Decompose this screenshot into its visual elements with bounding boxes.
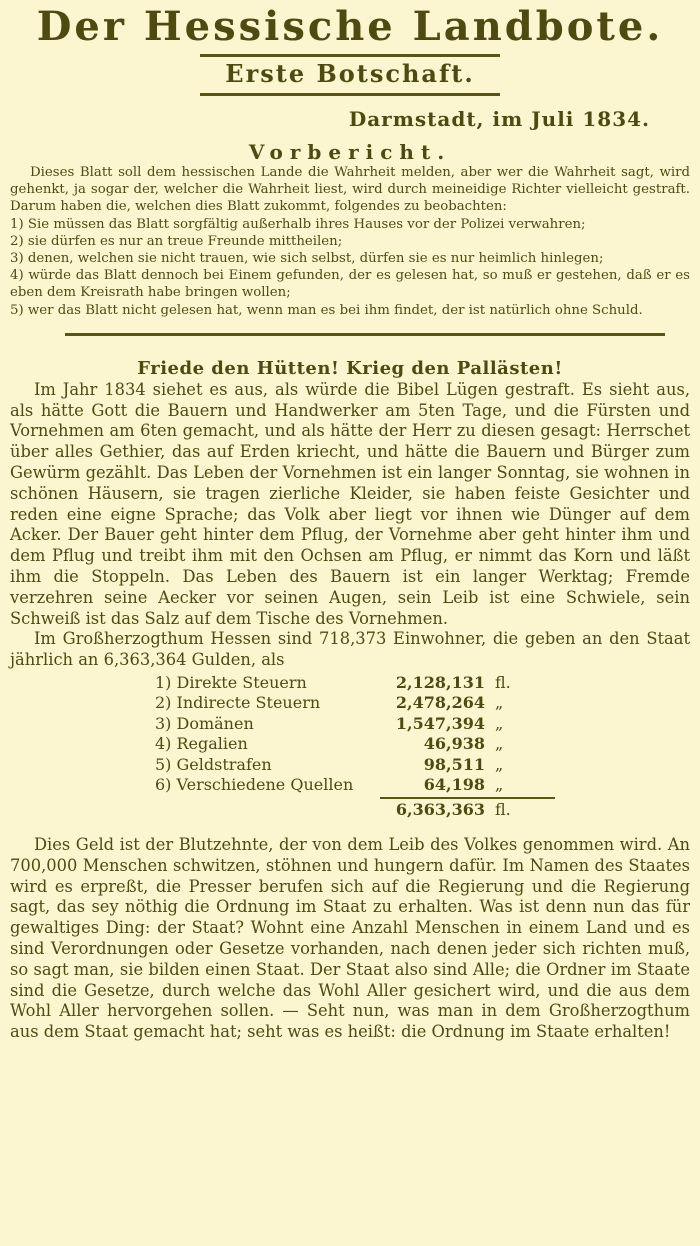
- tax-row: [155, 673, 555, 694]
- vorbericht-item: 1) Sie müssen das Blatt sorgfältig außerhalb ihres Hauses vor der Polizei verwahren;: [10, 216, 586, 232]
- tax-value: 64,198: [423, 775, 485, 795]
- tax-table: [155, 673, 555, 821]
- paragraph-2: Im Großherzogthum Hessen sind 718,373 Einwohner, die geben an den Staat jährlich an 6,363,364 Gulden, als: [10, 629, 690, 670]
- tax-total-unit: fl.: [495, 799, 511, 819]
- tax-total-row: [155, 799, 555, 821]
- tax-name: 3) Domänen: [155, 713, 254, 733]
- tax-total-value: 6,363,363: [395, 799, 485, 819]
- vorbericht-intro: Dieses Blatt soll dem hessischen Lande die Wahrheit melden, aber wer die Wahrheit sagt, wird gehenkt, ja sogar der, welcher die Wahrheit liest, wird durch meineidige Richter vielleicht gestraft. Darum haben die, welchen dies Blatt zukommt, folgendes zu beobachten:: [10, 165, 690, 215]
- tax-value: 1,547,394: [395, 713, 485, 733]
- tax-unit: „: [495, 734, 504, 754]
- vorbericht-item: 5) wer das Blatt nicht gelesen hat, wenn man es bei ihm findet, der ist natürlich ohne Schuld.: [10, 302, 643, 318]
- tax-name: 5) Geldstrafen: [155, 754, 272, 774]
- motto-heading: Friede den Hütten! Krieg den Pallästen!: [137, 357, 563, 379]
- tax-row: [155, 755, 555, 776]
- tax-row: [155, 775, 555, 796]
- vorbericht-item: 4) würde das Blatt dennoch bei Einem gefunden, der es gelesen hat, so muß er gestehen, daß er es eben dem Kreisrath habe bringen wollen;: [10, 268, 690, 301]
- tax-unit: „: [495, 693, 504, 713]
- subtitle: Erste Botschaft.: [225, 59, 475, 88]
- article-body-continued: [10, 835, 690, 1043]
- tax-unit: „: [495, 754, 504, 774]
- article-body: [10, 380, 690, 671]
- dateline: Darmstadt, im Juli 1834.: [348, 107, 650, 131]
- tax-unit: fl.: [495, 672, 511, 692]
- tax-row: [155, 734, 555, 755]
- paragraph-3: Dies Geld ist der Blutzehnte, der von dem Leib des Volkes genommen wird. An 700,000 Menschen schwitzen, stöhnen und hungern dafür. Im Namen des Staates wird es erpreßt, die Presser berufen sich auf die Regierung und die Regierung sagt, das sey nöthig die Ordnung im Staat zu erhalten. Was ist denn nun das für gewaltiges Ding: der Staat? Wohnt eine Anzahl Menschen in einem Land und es sind Verordnungen oder Gesetze vorhanden, nach denen jeder sich richten muß, so sagt man, sie bilden einen Staat. Der Staat also sind Alle; die Ordner im Staate sind die Gesetze, durch welche das Wohl Aller gesichert wird, und die aus dem Wohl Aller hervorgehen sollen. — Seht nun, was man in dem Großherzogthum aus dem Staat gemacht hat; seht was es heißt: die Ordnung im Staate erhalten!: [10, 834, 690, 1042]
- paragraph-1: Im Jahr 1834 siehet es aus, als würde die Bibel Lügen gestraft. Es sieht aus, als hätte Gott die Bauern und Handwerker am 5ten Tage, und die Fürsten und Vornehmen am 6ten gemacht, und als hätte der Herr zu diesen gesagt: Herrschet über alles Gethier, das auf Erden kriecht, und hätte die Bauern und Bürger zum Gewürm gezählt. Das Leben der Vornehmen ist ein langer Sonntag, sie wohnen in schönen Häusern, sie tragen zierliche Kleider, sie haben feiste Gesichter und reden eine eigne Sprache; das Volk aber liegt vor ihnen wie Dünger auf dem Acker. Der Bauer geht hinter dem Pflug, der Vornehme aber geht hinter ihm und dem Pflug und treibt ihm mit den Ochsen am Pflug, er nimmt das Korn und läßt ihm die Stoppeln. Das Leben des Bauern ist ein langer Werktag; Fremde verzehren seine Aecker vor seinen Augen, sein Leib ist eine Schwiele, sein Schweiß ist das Salz auf dem Tische des Vornehmen.: [10, 379, 690, 628]
- masthead: Der Hessische Landbote.: [36, 3, 664, 50]
- tax-name: 2) Indirecte Steuern: [155, 693, 321, 713]
- tax-name: 1) Direkte Steuern: [155, 672, 307, 692]
- masthead-rule-bottom: [200, 93, 500, 96]
- section-divider: [65, 333, 665, 336]
- tax-unit: „: [495, 713, 504, 733]
- tax-unit: „: [495, 775, 504, 795]
- vorbericht-item: 2) sie dürfen es nur an treue Freunde mittheilen;: [10, 233, 343, 249]
- vorbericht-heading: Vorbericht.: [248, 140, 452, 164]
- tax-name: 4) Regalien: [155, 734, 248, 754]
- vorbericht-section: [10, 164, 690, 319]
- tax-row: [155, 693, 555, 714]
- vorbericht-item: 3) denen, welchen sie nicht trauen, wie sich selbst, dürfen sie es nur heimlich hinlegen;: [10, 251, 604, 267]
- tax-value: 2,478,264: [395, 693, 485, 713]
- tax-value: 46,938: [423, 734, 485, 754]
- tax-row: [155, 714, 555, 735]
- tax-value: 98,511: [423, 754, 485, 774]
- tax-value: 2,128,131: [395, 672, 485, 692]
- tax-name: 6) Verschiedene Quellen: [155, 775, 354, 795]
- vorbericht-list: [10, 216, 690, 319]
